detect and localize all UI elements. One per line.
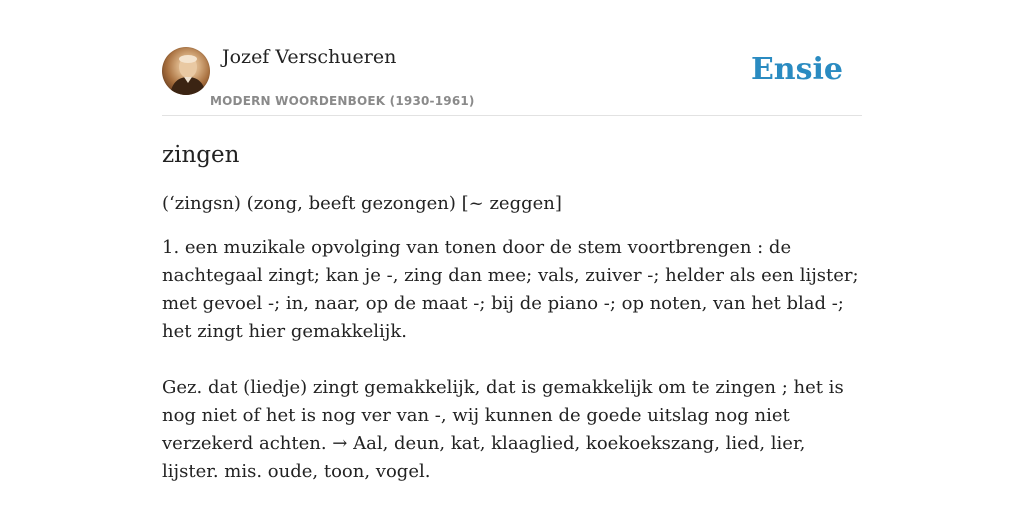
dictionary-source: MODERN WOORDENBOEK (1930-1961) [210, 94, 475, 108]
definition-paragraph-2: Gez. dat (liedje) zingt gemakkelijk, dat is gemakkelijk om te zingen ; het is nog niet of het is nog ver van -, wij kunnen de goede uitslag nog niet verzekerd achten. → Aal, deun, kat, klaaglied, koekoekszang, lied, lier, lijster. mis. oude, toon, vogel. [162, 377, 844, 482]
entry-pronunciation: (‘zingsn) (zong, beeft gezongen) [~ zeggen] [162, 193, 562, 214]
entry-term: zingen [162, 142, 240, 168]
author-name[interactable]: Jozef Verschueren [222, 46, 397, 68]
entry-header [162, 44, 862, 116]
entry-content [162, 140, 862, 486]
author-portrait-icon [162, 47, 210, 95]
author-avatar[interactable] [162, 47, 210, 95]
entry-card [162, 44, 862, 486]
definition-paragraph-1: 1. een muzikale opvolging van tonen door de stem voortbrengen : de nachtegaal zingt; kan je -, zing dan mee; vals, zuiver -; helder als een lijster; met gevoel -; in, naar, op de maat -; bij de piano -; op noten, van het blad -; het zingt hier gemakkelijk. [162, 237, 859, 342]
brand-logo[interactable]: Ensie [750, 52, 843, 87]
